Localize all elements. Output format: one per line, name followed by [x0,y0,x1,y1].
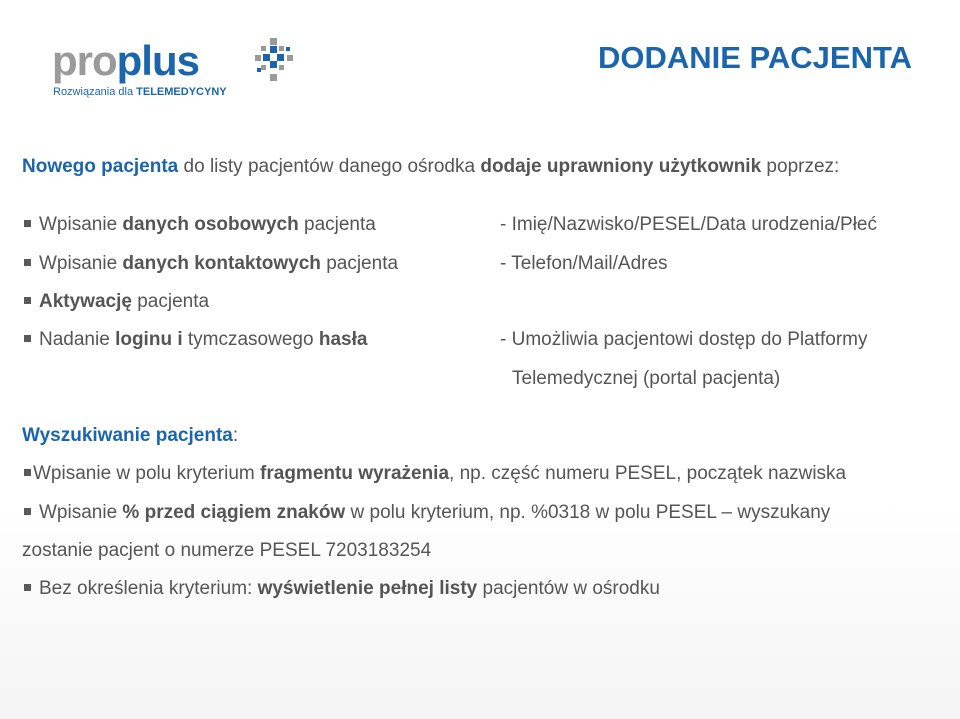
search-item-no-criterion: Bez określenia kryterium: wyświetlenie pełnej listy pacjentów w ośrodku [22,578,660,600]
logo-dots-icon [255,38,295,82]
square-bullet-icon [24,508,31,515]
square-bullet-icon [24,259,31,266]
search-item-percent: Wpisanie % przed ciągiem znaków w polu kryterium, np. %0318 w polu PESEL – wyszukany [22,502,830,524]
search-item-fragment: Wpisanie w polu kryterium fragmentu wyrażenia, np. część numeru PESEL, początek nazwiska [22,463,846,485]
search-heading: Wyszukiwanie pacjenta: [22,425,239,446]
step-login-note-cont: Telemedycznej (portal pacjenta) [512,368,781,389]
step-contact-data-note: - Telefon/Mail/Adres [500,253,668,274]
logo-wordmark: proplus [52,37,199,84]
step-contact-data: Wpisanie danych kontaktowych pacjenta [22,253,398,275]
square-bullet-icon [24,584,31,591]
page-title: DODANIE PACJENTA [597,40,912,75]
step-activation: Aktywację pacjenta [22,291,209,313]
square-bullet-icon [24,469,31,476]
square-bullet-icon [24,335,31,342]
step-personal-data: Wpisanie danych osobowych pacjenta [22,214,376,236]
step-login-password: Nadanie loginu i tymczasowego hasła [22,329,367,351]
intro-line: Nowego pacjenta do listy pacjentów danego ośrodka dodaje uprawniony użytkownik poprzez: [22,156,840,177]
square-bullet-icon [24,297,31,304]
step-personal-data-note: - Imię/Nazwisko/PESEL/Data urodzenia/Płeć [500,214,877,235]
proplus-logo [52,36,302,106]
search-item-percent-cont: zostanie pacjent o numerze PESEL 7203183254 [22,540,432,561]
logo-tagline: Rozwiązania dla TELEMEDYCYNY [53,86,227,98]
step-login-note: - Umożliwia pacjentowi dostęp do Platformy [500,329,868,350]
square-bullet-icon [24,220,31,227]
